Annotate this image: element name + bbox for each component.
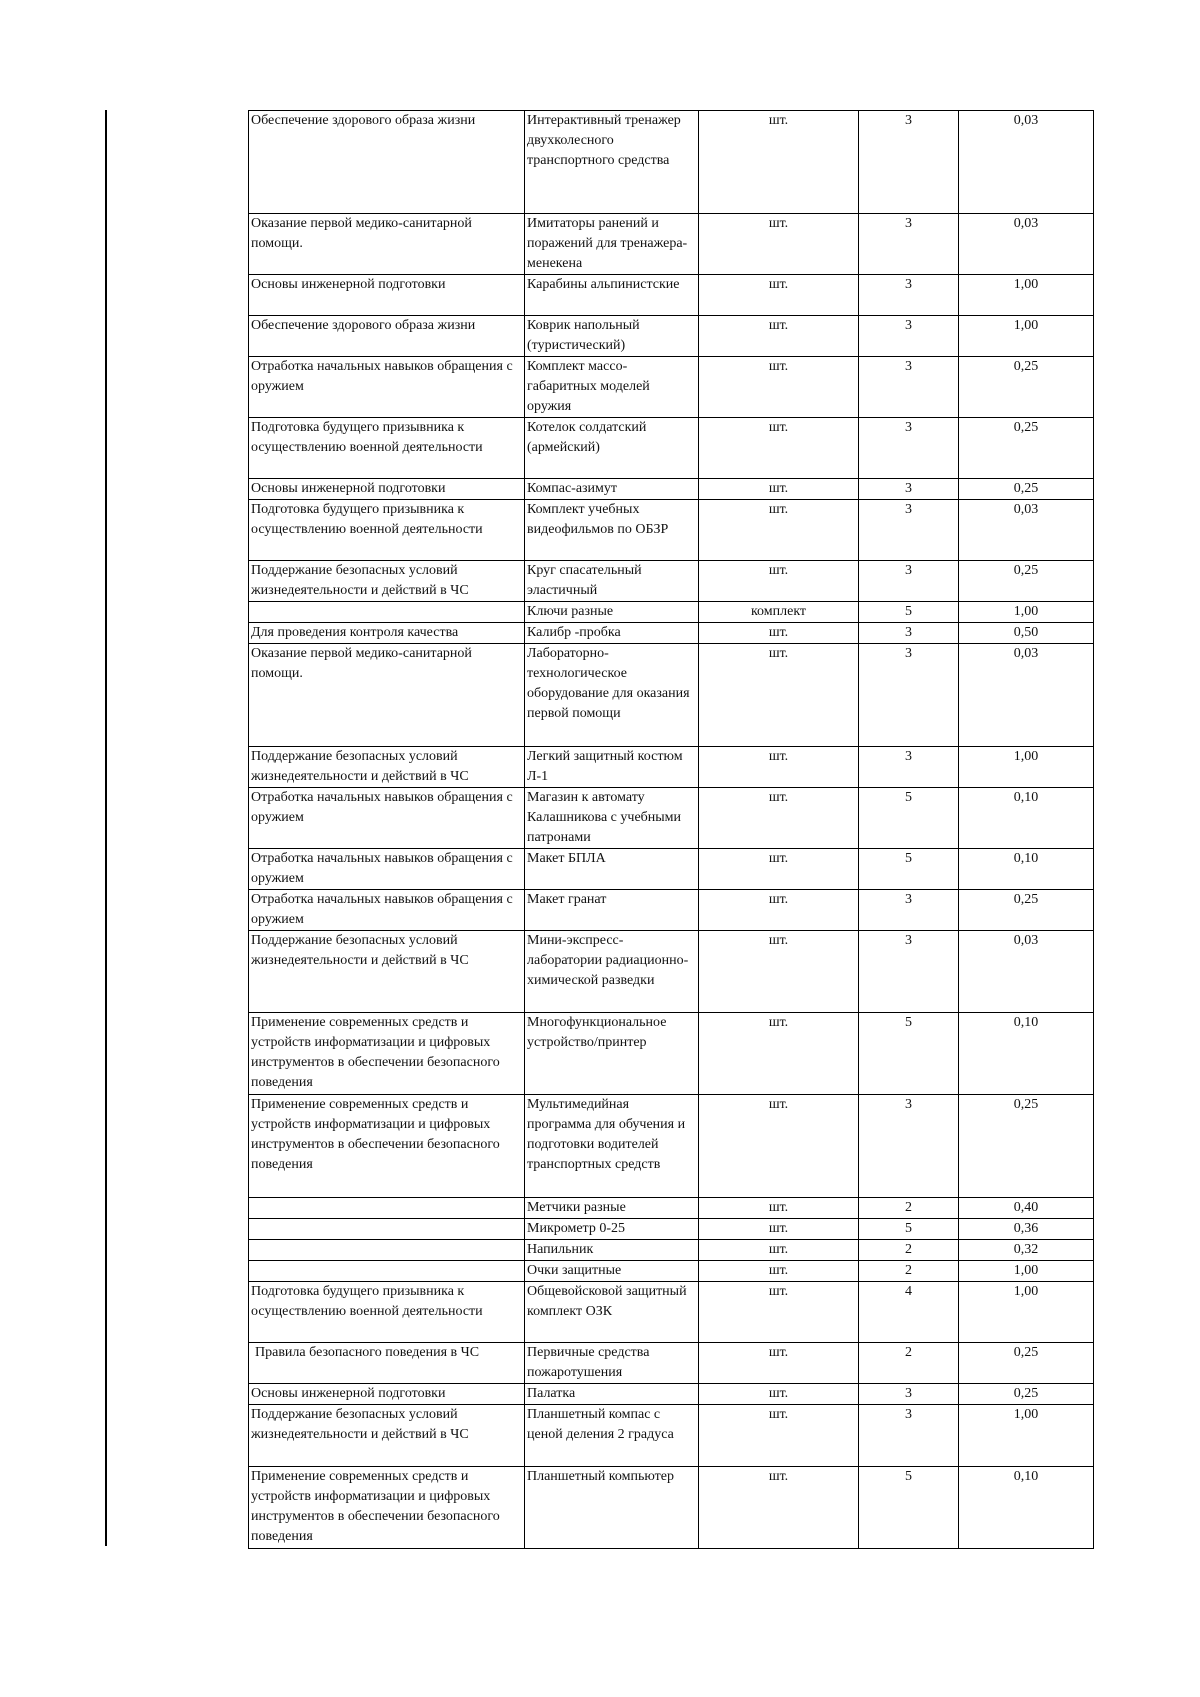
unit-cell: шт.	[699, 1240, 859, 1261]
item-cell: Котелок солдатский (армейский)	[525, 418, 699, 479]
quantity-cell: 3	[859, 275, 959, 316]
table-row	[249, 602, 1094, 623]
table-row	[249, 747, 1094, 788]
section-cell	[249, 1198, 525, 1219]
table-row	[249, 1261, 1094, 1282]
item-cell: Палатка	[525, 1384, 699, 1405]
item-cell: Комплект учебных видеофильмов по ОБЗР	[525, 500, 699, 561]
table-row	[249, 1198, 1094, 1219]
quantity-cell: 3	[859, 500, 959, 561]
unit-cell: шт.	[699, 788, 859, 849]
unit-cell: шт.	[699, 214, 859, 275]
unit-cell: шт.	[699, 1095, 859, 1198]
coefficient-cell: 1,00	[959, 1405, 1094, 1467]
coefficient-cell: 0,10	[959, 1467, 1094, 1549]
section-cell	[249, 1219, 525, 1240]
item-cell: Напильник	[525, 1240, 699, 1261]
unit-cell: шт.	[699, 418, 859, 479]
item-cell: Лабораторно-технологическое оборудование для оказания первой помощи	[525, 644, 699, 747]
table-row	[249, 1013, 1094, 1095]
equipment-table	[248, 110, 1094, 1549]
quantity-cell: 2	[859, 1343, 959, 1384]
unit-cell: шт.	[699, 1343, 859, 1384]
item-cell: Имитаторы ранений и поражений для тренажера-менекена	[525, 214, 699, 275]
unit-cell: шт.	[699, 849, 859, 890]
item-cell: Мультимедийная программа для обучения и подготовки водителей транспортных средств	[525, 1095, 699, 1198]
item-cell: Планшетный компас с ценой деления 2 градуса	[525, 1405, 699, 1467]
quantity-cell: 3	[859, 111, 959, 214]
item-cell: Планшетный компьютер	[525, 1467, 699, 1549]
item-cell: Круг спасательный эластичный	[525, 561, 699, 602]
unit-cell: шт.	[699, 275, 859, 316]
coefficient-cell: 1,00	[959, 275, 1094, 316]
item-cell: Первичные средства пожаротушения	[525, 1343, 699, 1384]
table-row	[249, 1467, 1094, 1549]
unit-cell: комплект	[699, 602, 859, 623]
quantity-cell: 3	[859, 1384, 959, 1405]
quantity-cell: 5	[859, 1219, 959, 1240]
table-row	[249, 1405, 1094, 1467]
coefficient-cell: 1,00	[959, 1282, 1094, 1343]
item-cell: Коврик напольный (туристический)	[525, 316, 699, 357]
section-cell: Оказание первой медико-санитарной помощи.	[249, 214, 525, 275]
section-cell: Обеспечение здорового образа жизни	[249, 316, 525, 357]
coefficient-cell: 0,10	[959, 1013, 1094, 1095]
unit-cell: шт.	[699, 479, 859, 500]
item-cell: Магазин к автомату Калашникова с учебными патронами	[525, 788, 699, 849]
quantity-cell: 2	[859, 1198, 959, 1219]
table-row	[249, 275, 1094, 316]
coefficient-cell: 1,00	[959, 316, 1094, 357]
table-row	[249, 623, 1094, 644]
unit-cell: шт.	[699, 500, 859, 561]
unit-cell: шт.	[699, 1219, 859, 1240]
item-cell: Макет гранат	[525, 890, 699, 931]
coefficient-cell: 0,03	[959, 214, 1094, 275]
section-cell: Отработка начальных навыков обращения с оружием	[249, 788, 525, 849]
quantity-cell: 3	[859, 747, 959, 788]
quantity-cell: 4	[859, 1282, 959, 1343]
coefficient-cell: 0,25	[959, 1343, 1094, 1384]
coefficient-cell: 0,03	[959, 500, 1094, 561]
quantity-cell: 5	[859, 849, 959, 890]
quantity-cell: 3	[859, 561, 959, 602]
section-cell: Применение современных средств и устройств информатизации и цифровых инструментов в обеспечении безопасного поведения	[249, 1013, 525, 1095]
item-cell: Очки защитные	[525, 1261, 699, 1282]
quantity-cell: 3	[859, 1095, 959, 1198]
left-margin-rule	[105, 110, 107, 1546]
quantity-cell: 3	[859, 316, 959, 357]
quantity-cell: 5	[859, 788, 959, 849]
table-row	[249, 479, 1094, 500]
coefficient-cell: 0,25	[959, 890, 1094, 931]
section-cell: Основы инженерной подготовки	[249, 479, 525, 500]
section-cell: Подготовка будущего призывника к осуществлению военной деятельности	[249, 500, 525, 561]
table-row	[249, 1219, 1094, 1240]
table-row	[249, 316, 1094, 357]
coefficient-cell: 1,00	[959, 1261, 1094, 1282]
unit-cell: шт.	[699, 1405, 859, 1467]
section-cell: Поддержание безопасных условий жизнедеятельности и действий в ЧС	[249, 747, 525, 788]
item-cell: Комплект массо-габаритных моделей оружия	[525, 357, 699, 418]
quantity-cell: 3	[859, 418, 959, 479]
table-row	[249, 500, 1094, 561]
coefficient-cell: 0,25	[959, 357, 1094, 418]
quantity-cell: 3	[859, 214, 959, 275]
coefficient-cell: 0,03	[959, 111, 1094, 214]
quantity-cell: 3	[859, 357, 959, 418]
coefficient-cell: 0,36	[959, 1219, 1094, 1240]
section-cell	[249, 1261, 525, 1282]
coefficient-cell: 1,00	[959, 747, 1094, 788]
item-cell: Ключи разные	[525, 602, 699, 623]
quantity-cell: 3	[859, 931, 959, 1013]
unit-cell: шт.	[699, 1282, 859, 1343]
table-row	[249, 561, 1094, 602]
coefficient-cell: 0,25	[959, 1384, 1094, 1405]
item-cell: Интерактивный тренажер двухколесного транспортного средства	[525, 111, 699, 214]
table-row	[249, 1282, 1094, 1343]
table-row	[249, 890, 1094, 931]
table-row	[249, 214, 1094, 275]
item-cell: Калибр -пробка	[525, 623, 699, 644]
table-row	[249, 788, 1094, 849]
quantity-cell: 3	[859, 479, 959, 500]
section-cell: Применение современных средств и устройств информатизации и цифровых инструментов в обеспечении безопасного поведения	[249, 1095, 525, 1198]
section-cell: Применение современных средств и устройств информатизации и цифровых инструментов в обеспечении безопасного поведения	[249, 1467, 525, 1549]
item-cell: Мини-экспресс-лаборатории радиационно-химической разведки	[525, 931, 699, 1013]
coefficient-cell: 1,00	[959, 602, 1094, 623]
unit-cell: шт.	[699, 1198, 859, 1219]
table-row	[249, 644, 1094, 747]
coefficient-cell: 0,25	[959, 1095, 1094, 1198]
table-row	[249, 418, 1094, 479]
coefficient-cell: 0,03	[959, 931, 1094, 1013]
coefficient-cell: 0,10	[959, 849, 1094, 890]
section-cell: Отработка начальных навыков обращения с оружием	[249, 890, 525, 931]
quantity-cell: 3	[859, 644, 959, 747]
item-cell: Метчики разные	[525, 1198, 699, 1219]
item-cell: Общевойсковой защитный комплект ОЗК	[525, 1282, 699, 1343]
quantity-cell: 5	[859, 602, 959, 623]
section-cell: Подготовка будущего призывника к осуществлению военной деятельности	[249, 418, 525, 479]
unit-cell: шт.	[699, 1384, 859, 1405]
section-cell: Основы инженерной подготовки	[249, 1384, 525, 1405]
section-cell: Подготовка будущего призывника к осуществлению военной деятельности	[249, 1282, 525, 1343]
table-row	[249, 1384, 1094, 1405]
section-cell: Отработка начальных навыков обращения с оружием	[249, 357, 525, 418]
table-row	[249, 1343, 1094, 1384]
item-cell: Компас-азимут	[525, 479, 699, 500]
coefficient-cell: 0,25	[959, 561, 1094, 602]
coefficient-cell: 0,25	[959, 479, 1094, 500]
section-cell	[249, 1240, 525, 1261]
item-cell: Легкий защитный костюм Л-1	[525, 747, 699, 788]
quantity-cell: 3	[859, 890, 959, 931]
table-row	[249, 849, 1094, 890]
unit-cell: шт.	[699, 357, 859, 418]
coefficient-cell: 0,32	[959, 1240, 1094, 1261]
table-row	[249, 1240, 1094, 1261]
unit-cell: шт.	[699, 1261, 859, 1282]
section-cell: Поддержание безопасных условий жизнедеятельности и действий в ЧС	[249, 561, 525, 602]
quantity-cell: 2	[859, 1261, 959, 1282]
unit-cell: шт.	[699, 931, 859, 1013]
coefficient-cell: 0,10	[959, 788, 1094, 849]
unit-cell: шт.	[699, 644, 859, 747]
item-cell: Микрометр 0-25	[525, 1219, 699, 1240]
quantity-cell: 5	[859, 1013, 959, 1095]
item-cell: Карабины альпинистские	[525, 275, 699, 316]
section-cell: Поддержание безопасных условий жизнедеятельности и действий в ЧС	[249, 1405, 525, 1467]
quantity-cell: 3	[859, 623, 959, 644]
unit-cell: шт.	[699, 561, 859, 602]
section-cell: Для проведения контроля качества	[249, 623, 525, 644]
unit-cell: шт.	[699, 316, 859, 357]
coefficient-cell: 0,40	[959, 1198, 1094, 1219]
quantity-cell: 3	[859, 1405, 959, 1467]
unit-cell: шт.	[699, 747, 859, 788]
quantity-cell: 2	[859, 1240, 959, 1261]
table-row	[249, 931, 1094, 1013]
item-cell: Макет БПЛА	[525, 849, 699, 890]
unit-cell: шт.	[699, 111, 859, 214]
table-row	[249, 357, 1094, 418]
section-cell: Обеспечение здорового образа жизни	[249, 111, 525, 214]
unit-cell: шт.	[699, 890, 859, 931]
coefficient-cell: 0,25	[959, 418, 1094, 479]
unit-cell: шт.	[699, 1013, 859, 1095]
unit-cell: шт.	[699, 1467, 859, 1549]
section-cell: Отработка начальных навыков обращения с оружием	[249, 849, 525, 890]
table-row	[249, 111, 1094, 214]
coefficient-cell: 0,50	[959, 623, 1094, 644]
section-cell	[249, 602, 525, 623]
coefficient-cell: 0,03	[959, 644, 1094, 747]
section-cell: Основы инженерной подготовки	[249, 275, 525, 316]
section-cell: Поддержание безопасных условий жизнедеятельности и действий в ЧС	[249, 931, 525, 1013]
table-row	[249, 1095, 1094, 1198]
section-cell: Оказание первой медико-санитарной помощи.	[249, 644, 525, 747]
section-cell: Правила безопасного поведения в ЧС	[249, 1343, 525, 1384]
quantity-cell: 5	[859, 1467, 959, 1549]
unit-cell: шт.	[699, 623, 859, 644]
item-cell: Многофункциональное устройство/принтер	[525, 1013, 699, 1095]
